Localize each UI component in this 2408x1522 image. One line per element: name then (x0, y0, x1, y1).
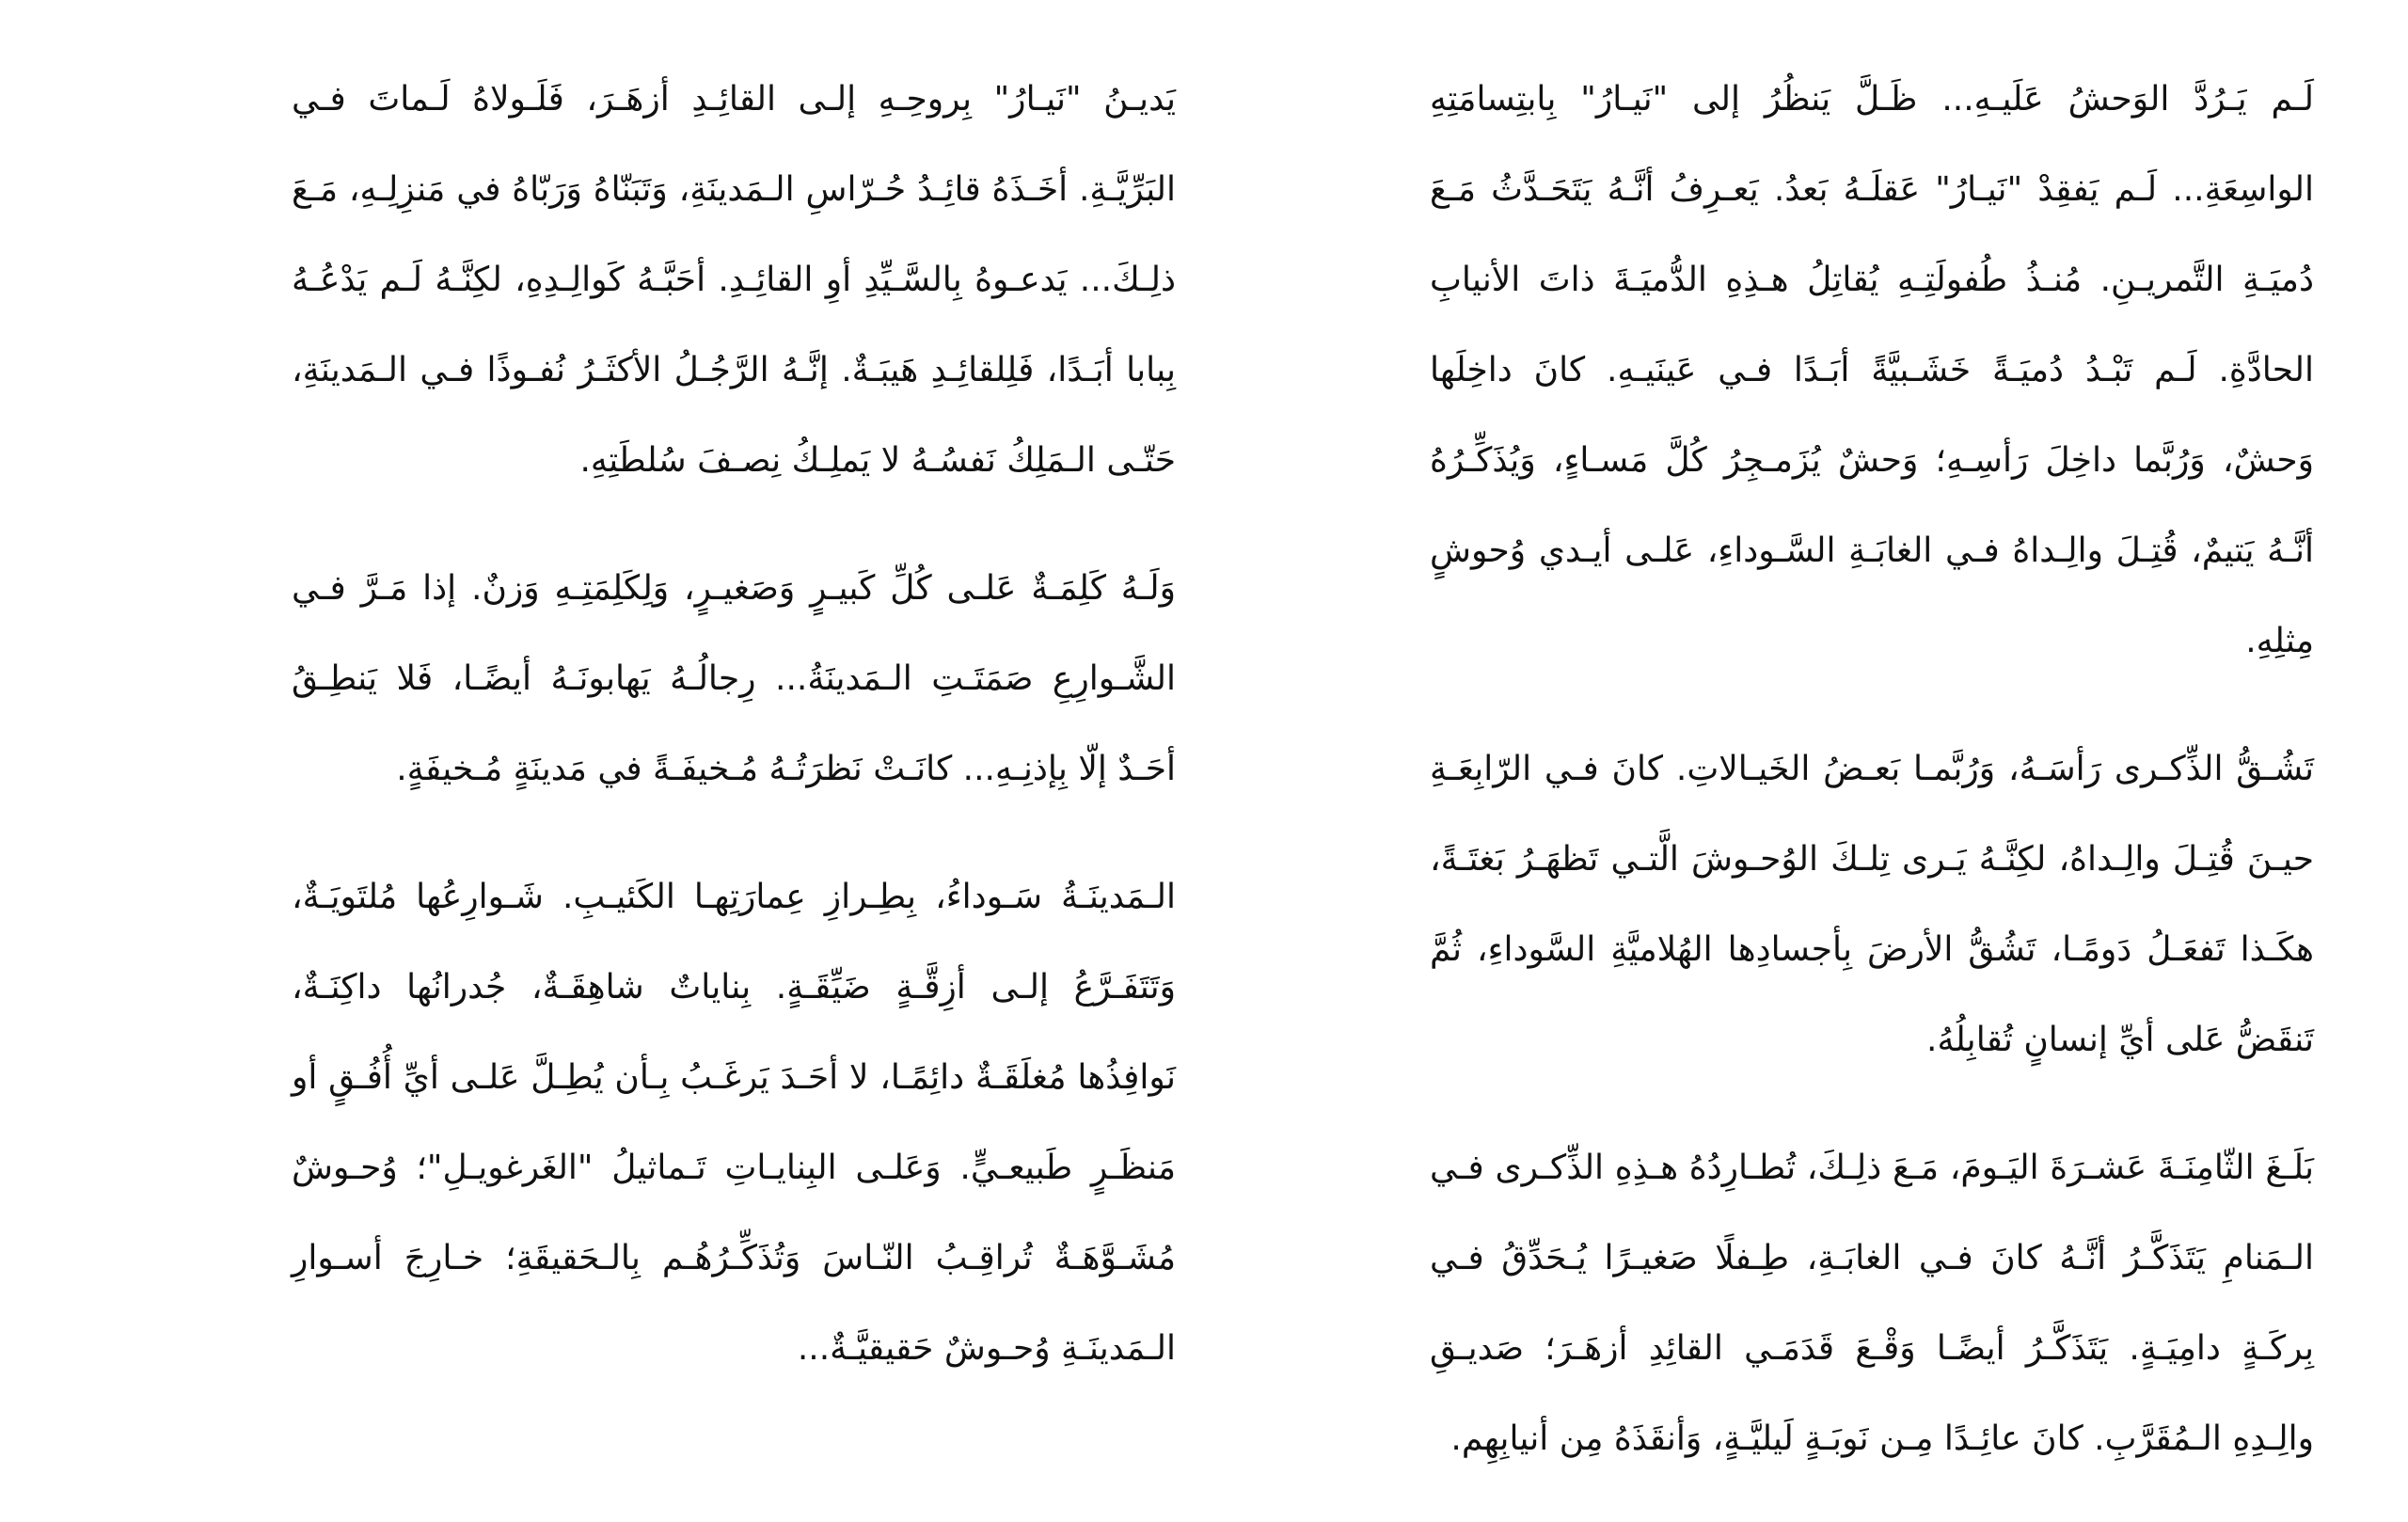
paragraph: لَـم يَـرُدَّ الوَحشُ عَلَيـهِ... ظَـلَّ يَنظُرُ إلى "نَيـارُ" بِابتِسامَتِهِ الواسِعَةِ... لَـم يَفقِدْ "نَيـارُ" عَقلَـهُ بَعدُ. يَعـرِفُ أنَّـهُ يَتَحَـدَّثُ مَـعَ دُميَـةِ التَّمريـنِ. مُنـذُ طُفولَتِـهِ يُقاتِلُ هـذِهِ الدُّميَـةَ ذاتَ الأنيابِ الحادَّةِ. لَـم تَبْـدُ دُميَـةً خَشَـبيَّةً أبَـدًا فـي عَينَيـهِ. كانَ داخِلَها وَحشٌ، وَرُبَّما داخِلَ رَأسِـهِ؛ وَحشٌ يُزَمـجِرُ كُلَّ مَسـاءٍ، وَيُذَكِّـرُهُ أنَّـهُ يَتيمٌ، قُتِـلَ والِـداهُ فـي الغابَـةِ السَّـوداءِ، عَلـى أيـدي وُحوشٍ مِثلِهِ. (1430, 80, 2314, 660)
paragraph: وَلَـهُ كَلِمَـةٌ عَلـى كُلِّ كَبيـرٍ وَصَغيـرٍ، وَلِكَلِمَتِـهِ وَزنٌ. إذا مَـرَّ فـي الشَّـوارِعِ صَمَتَـتِ الـمَدينَةُ... رِجالُـهُ يَهابونَـهُ أيضًـا، فَلا يَنطِـقُ أحَـدٌ إلّا بِإذنِـهِ... كانَـتْ نَظرَتُـهُ مُـخيفَـةً في مَدينَةٍ مُـخيفَةٍ. (292, 569, 1176, 788)
paragraph: تَشُـقُّ الذِّكـرى رَأسَـهُ، وَرُبَّمـا بَعـضُ الخَيـالاتِ. كانَ فـي الرّابِعَـةِ حيـنَ قُتِـلَ والِـداهُ، لكِنَّـهُ يَـرى تِلـكَ الوُحـوشَ الَّتـي تَظهَـرُ بَغتَـةً، هكَـذا تَفعَـلُ دَومًـا، تَشُقُّ الأرضَ بِأجسادِها الهُلاميَّةِ السَّوداءِ، ثُمَّ تَنقَضُّ عَلى أيِّ إنسانٍ تُقابِلُهُ. (1430, 750, 2314, 1059)
paragraph: يَديـنُ "نَيـارُ" بِروحِـهِ إلـى القائِـدِ أزهَـرَ، فَلَـولاهُ لَـماتَ فـي البَرِّيَّـةِ. أخَـذَهُ قائِـدُ حُـرّاسِ الـمَدينَةِ، وَتَبَنّاهُ وَرَبّاهُ في مَنزِلِـهِ، مَـعَ ذلِـكَ... يَدعـوهُ بِالسَّـيِّدِ أوِ القائِـدِ. أحَبَّـهُ كَوالِـدِهِ، لكِنَّـهُ لَـم يَدْعُـهُ بِبابا أبَـدًا، فَلِلقائِـدِ هَيبَـةٌ. إنَّـهُ الرَّجُـلُ الأكثَـرُ نُفـوذًا فـي الـمَدينَةِ، حَتّـى الـمَلِكُ نَفسُـهُ لا يَملِـكُ نِصـفَ سُلطَتِهِ. (292, 80, 1176, 480)
paragraph: بَلَـغَ الثّامِنَـةَ عَشـرَةَ اليَـومَ، مَـعَ ذلِـكَ، تُطـارِدُهُ هـذِهِ الذِّكـرى فـي الـمَنامِ يَتَذَكَّـرُ أنَّـهُ كانَ فـي الغابَـةِ، طِـفلًا صَغيـرًا يُـحَدِّقُ فـي بِركَـةٍ دامِيَـةٍ. يَتَذَكَّـرُ أيضًـا وَقْـعَ قَدَمَـي القائِدِ أزهَـرَ؛ صَديـقِ والِـدِهِ الـمُقَرَّبِ. كانَ عائِـدًا مِـن نَوبَـةٍ لَيليَّـةٍ، وَأنقَذَهُ مِن أنيابِهِم. (1430, 1149, 2314, 1458)
right-page (1430, 55, 2314, 1522)
left-page (292, 55, 1176, 1432)
paragraph: الـمَدينَـةُ سَـوداءُ، بِطِـرازِ عِمارَتِهـا الكَئيـبِ. شَـوارِعُها مُلتَويَـةٌ، وَتَتَفَـرَّعُ إلـى أزِقَّـةٍ ضَيِّقَـةٍ. بِناياتٌ شاهِقَـةٌ، جُدرانُها داكِنَـةٌ، نَوافِذُها مُغلَقَـةٌ دائِمًـا، لا أحَـدَ يَرغَـبُ بِـأن يُطِـلَّ عَلـى أيِّ أُفُـقٍ أو مَنظَـرٍ طَبيعـيٍّ. وَعَلـى البِنايـاتِ تَـماثيلُ "الغَرغويـلِ"؛ وُحـوشٌ مُشَـوَّهَـةٌ تُراقِـبُ النّـاسَ وَتُذَكِّـرُهُـم بِالـحَقيقَةِ؛ خـارِجَ أسـوارِ الـمَدينَـةِ وُحـوشٌ حَقيقيَّـةٌ... (292, 878, 1176, 1368)
